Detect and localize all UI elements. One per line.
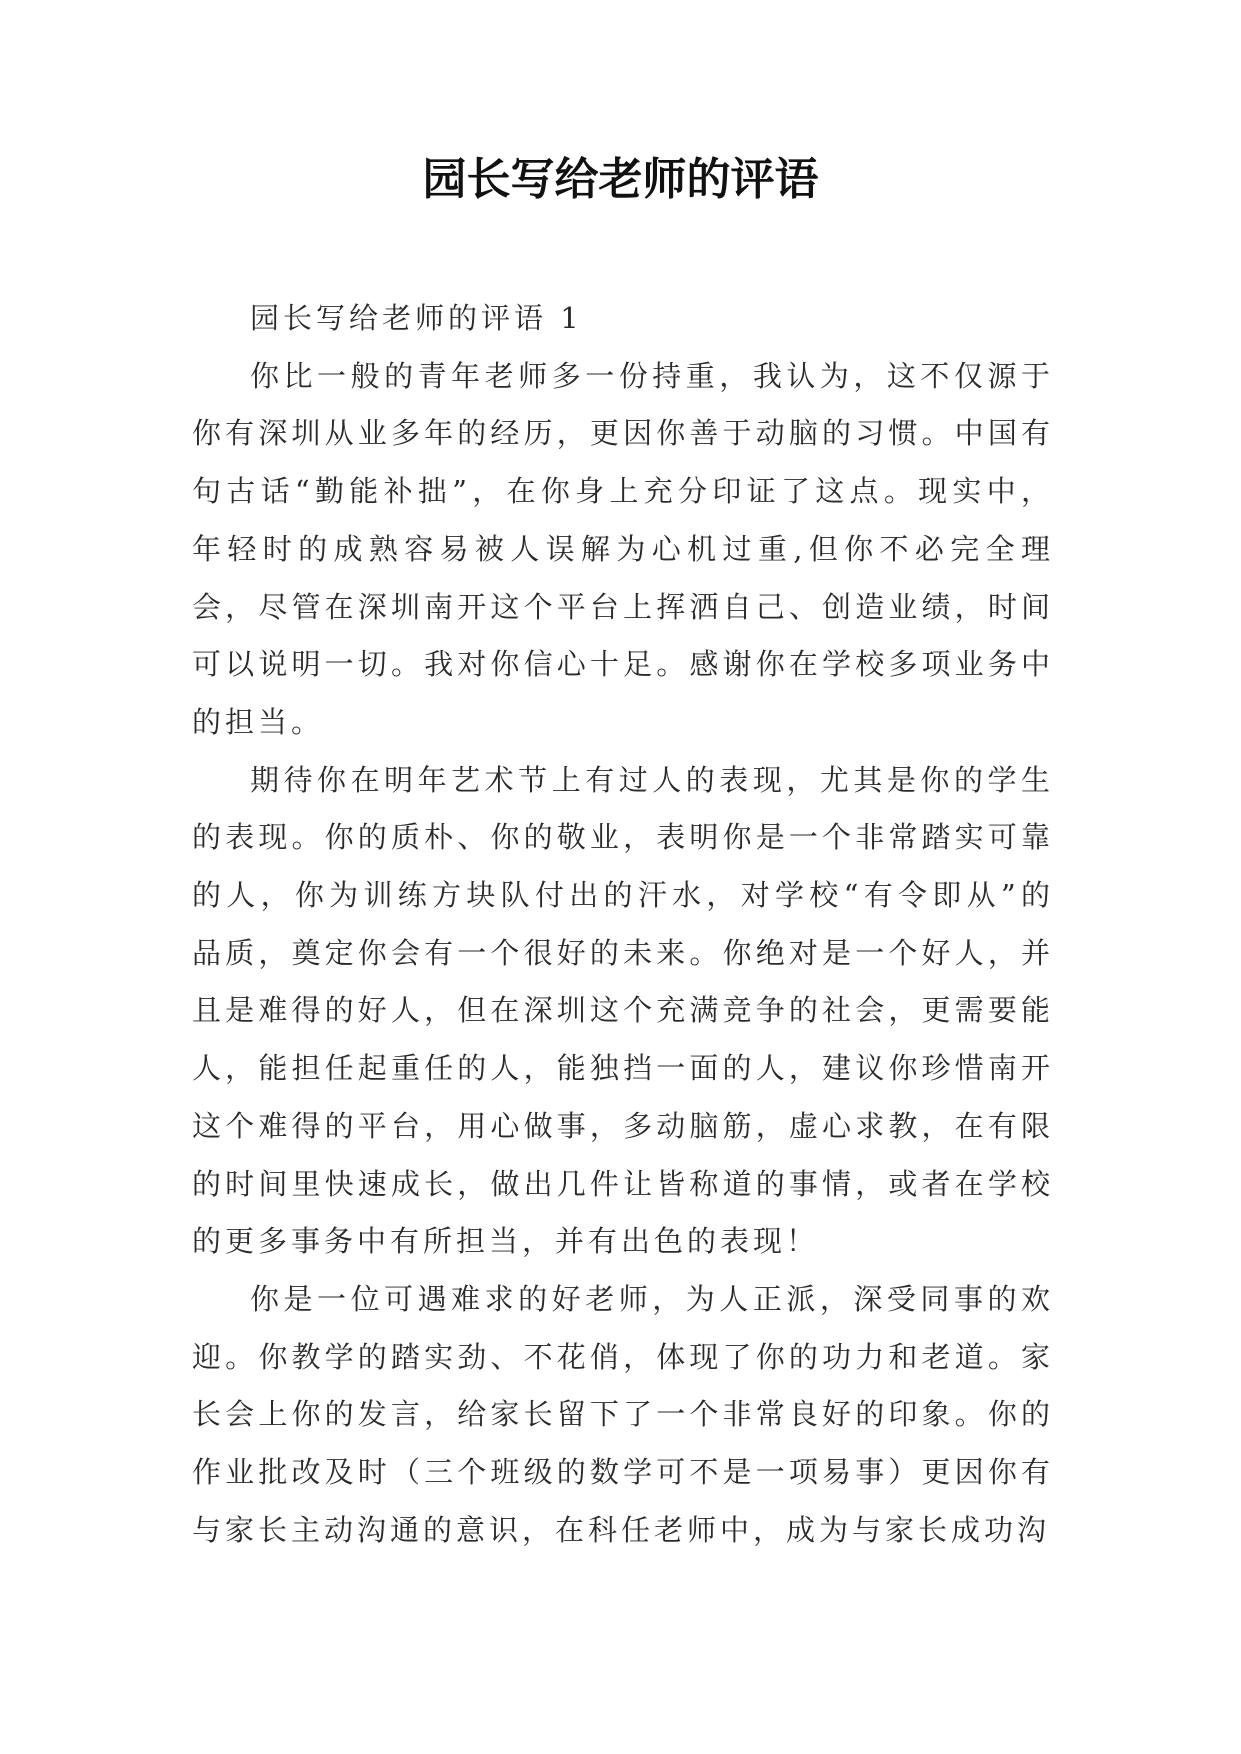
section-heading: 园长写给老师的评语 1 (250, 301, 583, 335)
paragraph-1: 你比一般的青年老师多一份持重，我认为，这不仅源于你有深圳从业多年的经历，更因你善于动脑的习惯。中国有句古话“勤能补拙”，在你身上充分印证了这点。现实中，年轻时的成熟容易被人误解为心机过重,但你不必完全理会，尽管在深圳南开这个平台上挥洒自己、创造业绩，时间可以说明一切。我对你信心十足。感谢你在学校多项业务中的担当。 (192, 358, 1054, 739)
paragraph-2: 期待你在明年艺术节上有过人的表现，尤其是你的学生的表现。你的质朴、你的敬业，表明你是一个非常踏实可靠的人，你为训练方块队付出的汗水，对学校“有令即从”的品质，奠定你会有一个很好的未来。你绝对是一个好人，并且是难得的好人，但在深圳这个充满竞争的社会，更需要能人，能担任起重任的人，能独挡一面的人，建议你珍惜南开这个难得的平台，用心做事，多动脑筋，虚心求教，在有限的时间里快速成长，做出几件让皆称道的事情，或者在学校的更多事务中有所担当，并有出色的表现！ (192, 762, 1054, 1259)
document-title: 园长写给老师的评语 (422, 154, 819, 205)
paragraph-3: 你是一位可遇难求的好老师，为人正派，深受同事的欢迎。你教学的踏实劲、不花俏，体现了你的功力和老道。家长会上你的发言，给家长留下了一个非常良好的印象。你的作业批改及时（三个班级的数学可不是一项易事）更因你有与家长主动沟通的意识，在科任老师中，成为与家长成功沟 (192, 1281, 1054, 1547)
document-body (192, 290, 1054, 1559)
